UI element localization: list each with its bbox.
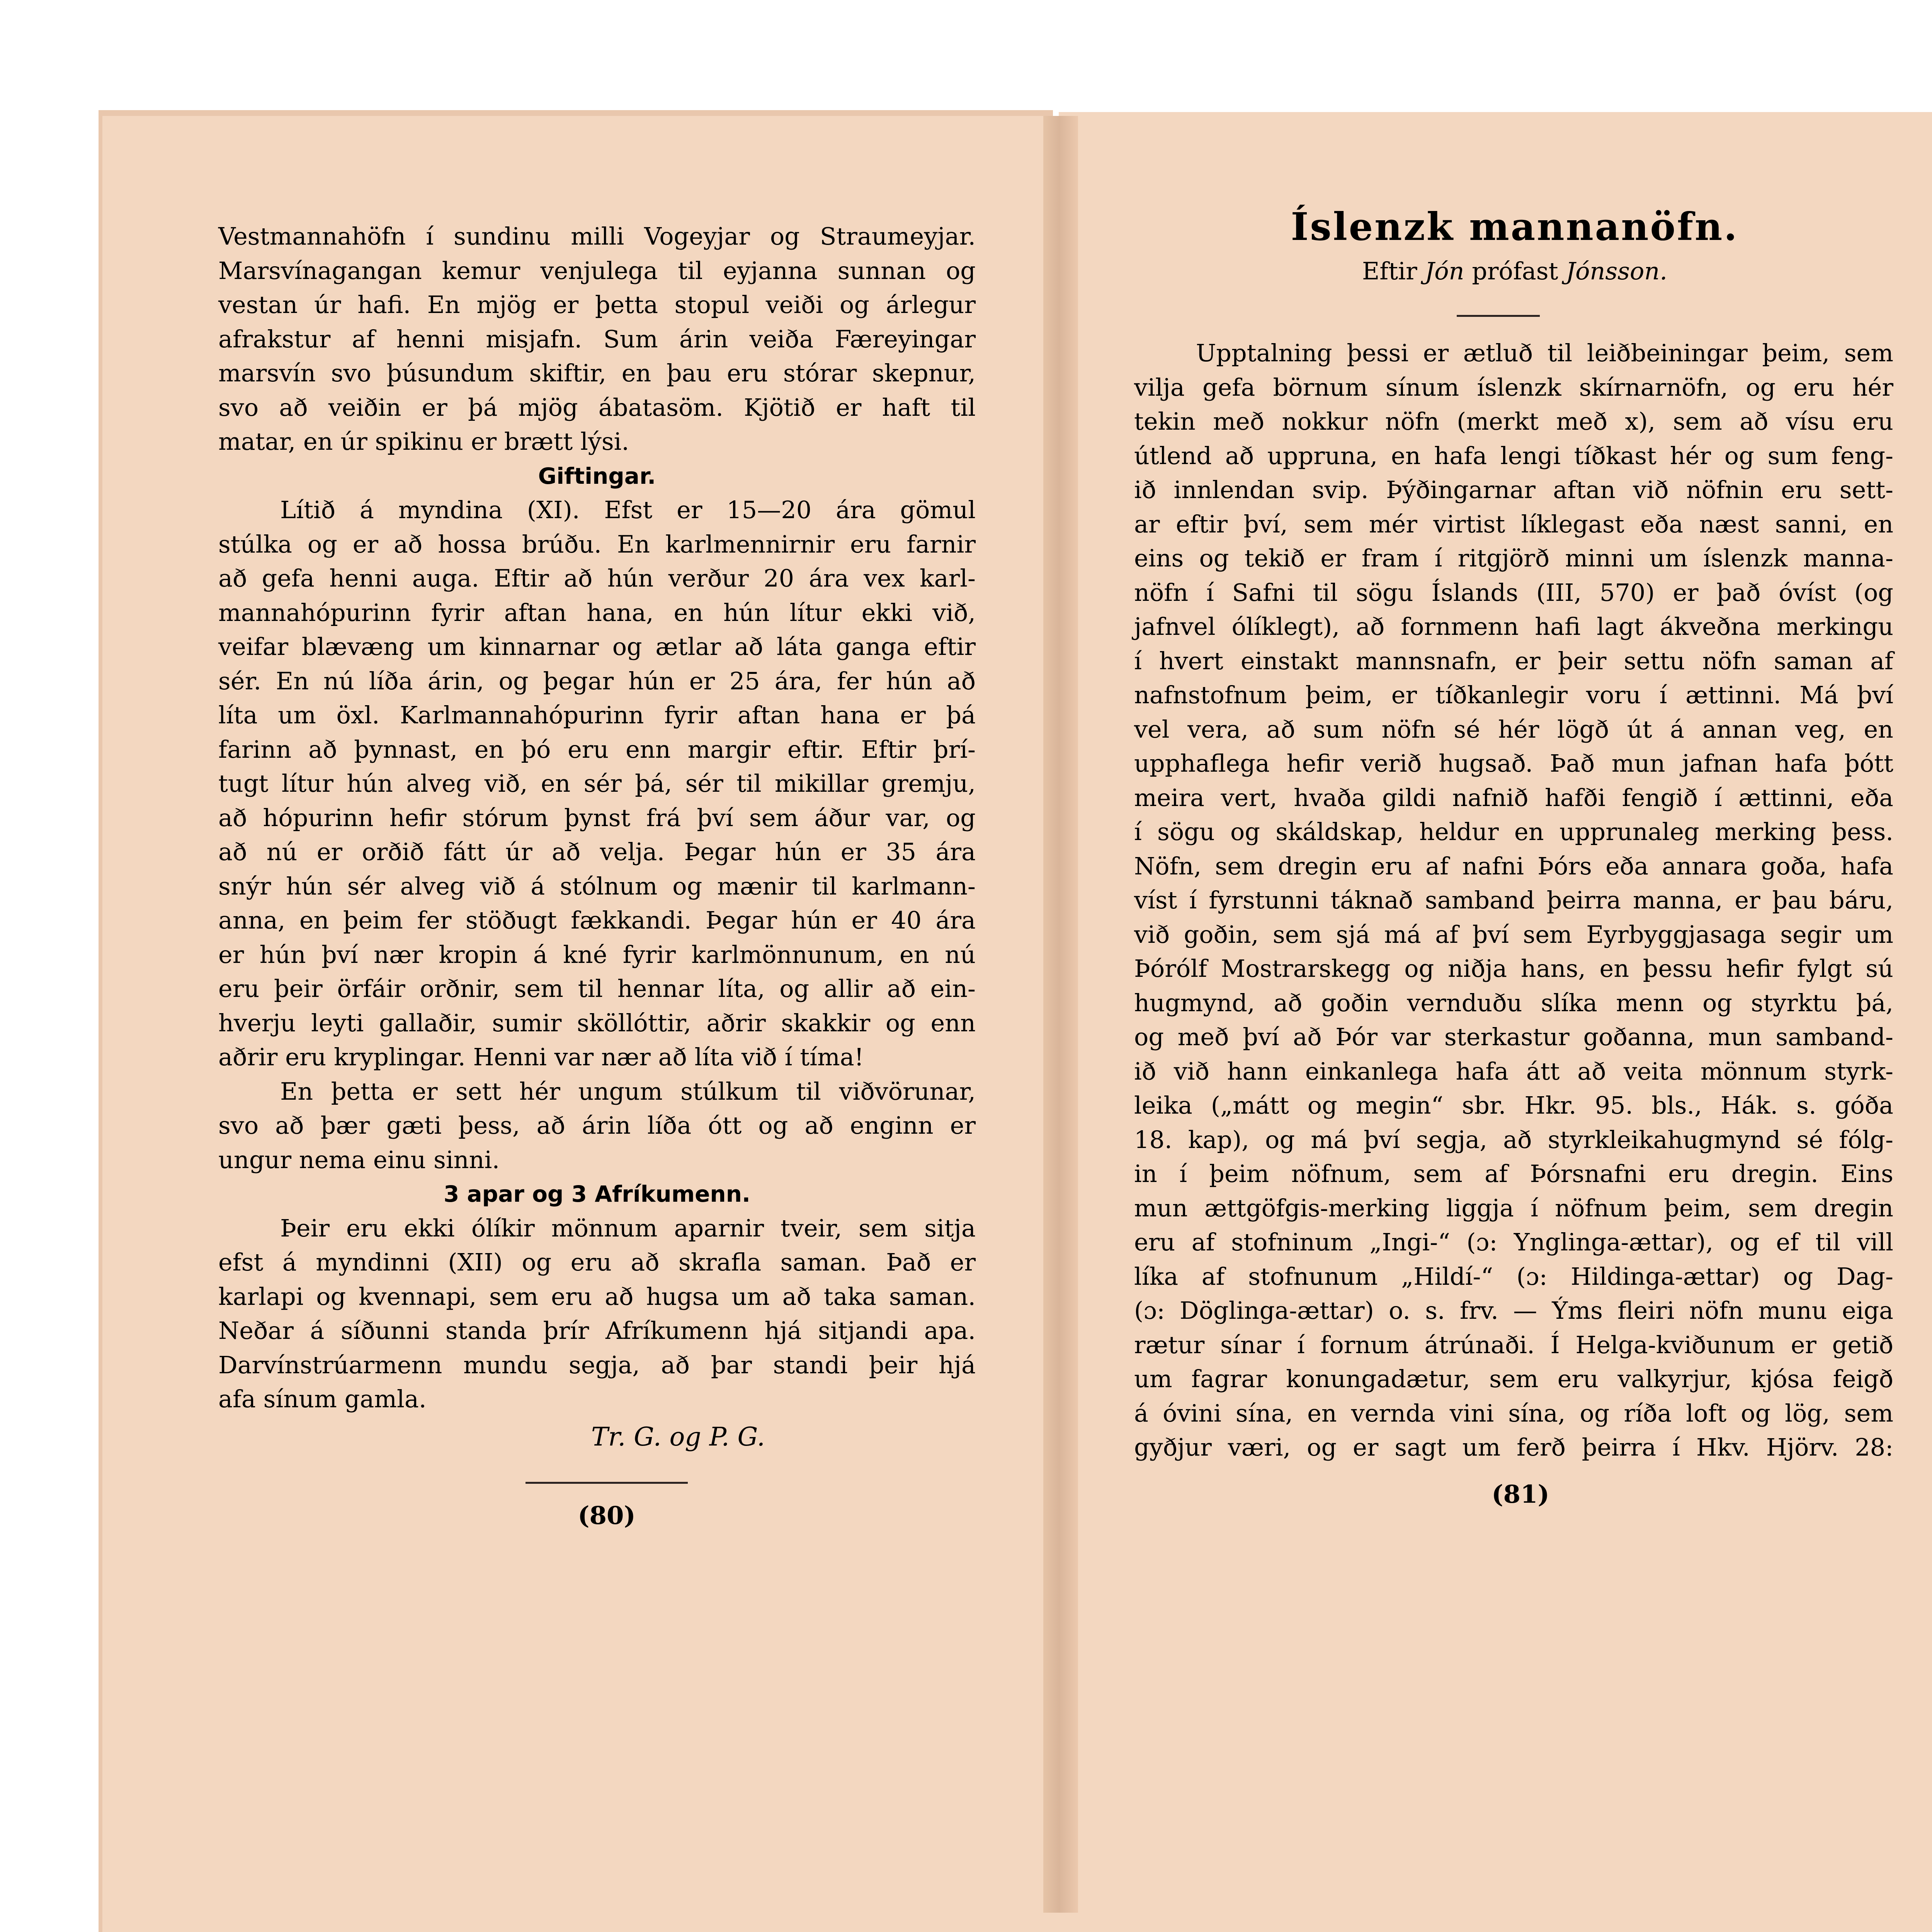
text-line: hverju leyti gallaðir, sumir sköllóttir, aðrir skakkir og enn <box>218 1009 976 1037</box>
text-line: hugmynd, að goðin vernduðu slíka menn og styrktu þá, <box>1134 988 1893 1017</box>
text-line: tugt lítur hún alveg við, en sér þá, sér til mikillar gremju, <box>218 769 976 798</box>
book-gutter <box>1043 116 1078 1913</box>
section-heading-giftingar: Giftingar. <box>538 463 656 489</box>
text-line: matar, en úr spikinu er brætt lýsi. <box>218 427 629 456</box>
left-page-body <box>218 219 976 1417</box>
text-line: tekin með nokkur nöfn (merkt með x), sem að vísu eru <box>1134 407 1893 435</box>
text-line: upphaflega hefir verið hugsað. Það mun jafnan hafa þótt <box>1134 749 1893 777</box>
section-heading-apar: 3 apar og 3 Afríkumenn. <box>443 1181 751 1207</box>
text-line: anna, en þeim fer stöðugt fækkandi. Þegar hún er 40 ára <box>218 906 976 934</box>
text-line: og með því að Þór var sterkastur goðanna, mun samband- <box>1134 1023 1893 1051</box>
text-line: meira vert, hvaða gildi nafnið hafði fengið í ættinni, eða <box>1134 783 1893 812</box>
text-line: að nú er orðið fátt úr að velja. Þegar hún er 35 ára <box>218 838 976 866</box>
byline-surname: Jónsson. <box>1566 257 1667 285</box>
text-line: Marsvínagangan kemur venjulega til eyjanna sunnan og <box>218 256 976 285</box>
author-signature: Tr. G. og P. G. <box>591 1422 765 1452</box>
text-line: vilja gefa börnum sínum íslenzk skírnarnöfn, og eru hér <box>1134 373 1893 401</box>
text-line: aðrir eru kryplingar. Henni var nær að líta við í tíma! <box>218 1043 864 1071</box>
text-line: ið við hann einkanlega hafa átt að veita mönnum styrk- <box>1134 1057 1893 1085</box>
text-line: Upptalning þessi er ætluð til leiðbeiningar þeim, sem <box>1196 339 1893 367</box>
text-line: jafnvel ólíklegt), að fornmenn hafi lagt ákveðna merkingu <box>1134 612 1893 641</box>
text-line: ið innlendan svip. Þýðingarnar aftan við nöfnin eru sett- <box>1134 476 1893 504</box>
text-line: svo að þær gæti þess, að árin líða ótt og að enginn er <box>218 1111 976 1139</box>
text-line: Darvínstrúarmenn mundu segja, að þar standi þeir hjá <box>218 1350 976 1379</box>
text-line: í hvert einstakt mannsnafn, er þeir settu nöfn saman af <box>1134 646 1893 675</box>
page-number-right: (81) <box>1492 1480 1549 1509</box>
text-line: eru þeir örfáir orðnir, sem til hennar líta, og allir að ein- <box>218 975 976 1003</box>
text-line: er hún því nær kropin á kné fyrir karlmönnunum, en nú <box>218 940 976 969</box>
text-line: Neðar á síðunni standa þrír Afríkumenn hjá sitjandi apa. <box>218 1316 976 1345</box>
text-line: ar eftir því, sem mér virtist líklegast eða næst sanni, en <box>1134 510 1893 538</box>
byline-middle: prófast <box>1472 257 1558 285</box>
page-number-left: (80) <box>578 1501 636 1530</box>
text-line: nöfn í Safni til sögu Íslands (III, 570) er það óvíst (og <box>1134 578 1893 607</box>
text-line: við goðin, sem sjá má af því sem Eyrbyggjasaga segir um <box>1134 920 1893 949</box>
text-line: eins og tekið er fram í ritgjörð minni um íslenzk manna- <box>1134 544 1893 572</box>
text-line: gyðjur væri, og er sagt um ferð þeirra í Hkv. Hjörv. 28: <box>1134 1433 1893 1461</box>
text-line: stúlka og er að hossa brúðu. En karlmennirnir eru farnir <box>218 530 976 558</box>
text-line: vestan úr hafi. En mjög er þetta stopul veiði og árlegur <box>218 291 976 319</box>
text-line: vel vera, að sum nöfn sé hér lögð út á annan veg, en <box>1134 715 1893 743</box>
text-line: En þetta er sett hér ungum stúlkum til viðvörunar, <box>280 1077 976 1105</box>
text-line: karlapi og kvennapi, sem eru að hugsa um að taka saman. <box>218 1282 976 1311</box>
text-line: afa sínum gamla. <box>218 1385 427 1413</box>
text-line: afrakstur af henni misjafn. Sum árin veiða Færeyingar <box>218 325 976 353</box>
byline-prefix: Eftir <box>1362 257 1417 285</box>
text-line: mannahópurinn fyrir aftan hana, en hún lítur ekki við, <box>218 598 976 627</box>
text-line: á óvini sína, en vernda vini sína, og ríða loft og lög, sem <box>1134 1399 1893 1427</box>
text-line: eru af stofninum „Ingi-“ (ɔ: Ynglinga-ættar), og ef til vill <box>1134 1228 1893 1256</box>
text-line: í sögu og skáldskap, heldur en upprunaleg merking þess. <box>1134 818 1893 846</box>
text-line: snýr hún sér alveg við á stólnum og mænir til karlmann- <box>218 872 976 900</box>
text-line: Vestmannahöfn í sundinu milli Vogeyjar og Straumeyjar. <box>218 222 976 250</box>
text-line: að hópurinn hefir stórum þynst frá því sem áður var, og <box>218 803 976 832</box>
text-line: líka af stofnunum „Hildí-“ (ɔ: Hildinga-ættar) og Dag- <box>1134 1262 1893 1291</box>
text-line: in í þeim nöfnum, sem af Þórsnafni eru dregin. Eins <box>1134 1160 1893 1188</box>
text-line: Þeir eru ekki ólíkir mönnum aparnir tveir, sem sitja <box>280 1214 976 1242</box>
text-line: Nöfn, sem dregin eru af nafni Þórs eða annara goða, hafa <box>1134 852 1893 880</box>
text-line: Þórólf Mostrarskegg og niðja hans, en þessu hefir fylgt sú <box>1134 954 1893 983</box>
text-line: svo að veiðin er þá mjög ábatasöm. Kjötið er haft til <box>218 393 976 422</box>
text-line: leika („mátt og megin“ sbr. Hkr. 95. bls., Hák. s. góða <box>1134 1091 1893 1119</box>
title-rule <box>1457 315 1540 317</box>
text-line: um fagrar konungadætur, sem eru valkyrjur, kjósa feigð <box>1134 1365 1893 1393</box>
text-line: rætur sínar í fornum átrúnaði. Í Helga-kviðunum er getið <box>1134 1330 1893 1359</box>
text-line: efst á myndinni (XII) og eru að skrafla saman. Það er <box>218 1248 976 1276</box>
right-page-body <box>1134 336 1893 1465</box>
text-line: sér. En nú líða árin, og þegar hún er 25 ára, fer hún að <box>218 667 976 695</box>
byline <box>1136 257 1893 285</box>
text-line: Lítið á myndina (XI). Efst er 15—20 ára gömul <box>280 496 976 524</box>
text-line: veifar blævæng um kinnarnar og ætlar að láta ganga eftir <box>218 633 976 661</box>
signature-rule <box>526 1482 688 1484</box>
text-line: nafnstofnum þeim, er tíðkanlegir voru í ættinni. Má því <box>1134 681 1893 709</box>
text-line: að gefa henni auga. Eftir að hún verður 20 ára vex karl- <box>218 564 976 592</box>
byline-name: Jón <box>1425 257 1464 285</box>
text-line: marsvín svo þúsundum skiftir, en þau eru stórar skepnur, <box>218 359 976 387</box>
text-line: útlend að uppruna, en hafa lengi tíðkast hér og sum feng- <box>1134 441 1893 470</box>
page-title: Íslenzk mannanöfn. <box>1291 205 1739 249</box>
text-line: mun ættgöfgis-merking liggja í nöfnum þeim, sem dregin <box>1134 1194 1893 1222</box>
text-line: líta um öxl. Karlmannahópurinn fyrir aftan hana er þá <box>218 701 976 729</box>
text-line: ungur nema einu sinni. <box>218 1145 500 1174</box>
text-line: farinn að þynnast, en þó eru enn margir eftir. Eftir þrí- <box>218 735 976 764</box>
text-line: (ɔ: Döglinga-ættar) o. s. frv. — Ýms fleiri nöfn munu eiga <box>1134 1296 1893 1325</box>
text-line: 18. kap), og má því segja, að styrkleikahugmynd sé fólg- <box>1134 1125 1893 1154</box>
text-line: víst í fyrstunni táknað samband þeirra manna, er þau báru, <box>1134 886 1893 914</box>
